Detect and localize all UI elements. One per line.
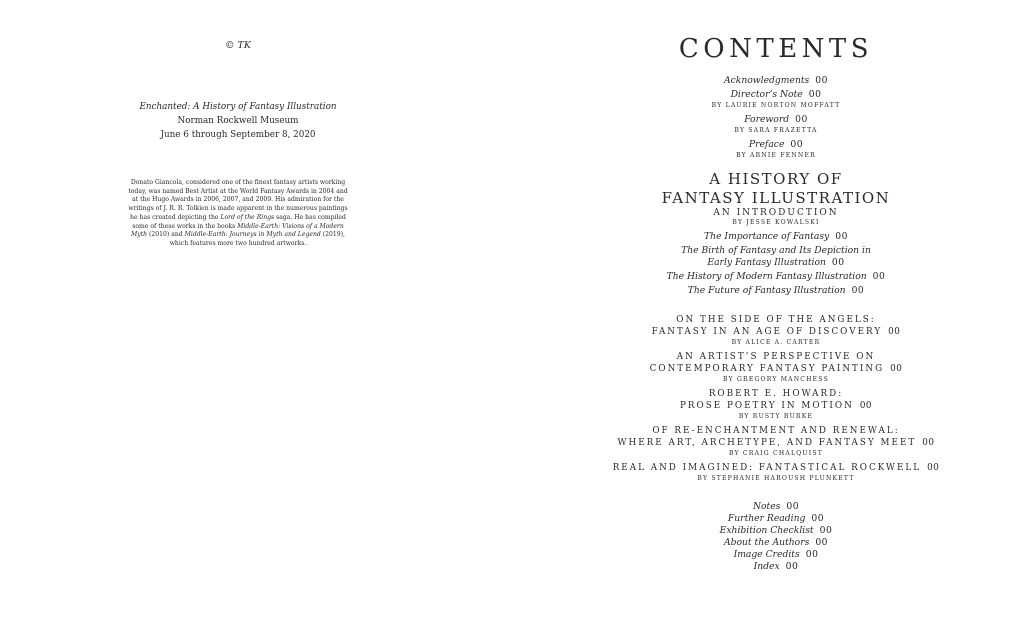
front-matter (512, 75, 1024, 161)
essay-byline: BY STEPHANIE HAROUSH PLUNKETT (697, 475, 855, 482)
entry-label: The Birth of Fantasy and Its Depiction in (681, 245, 871, 256)
entry-label: Further Reading (727, 513, 806, 524)
entry-byline: BY ARNIE FENNER (736, 152, 816, 159)
essay-title-line1: ON THE SIDE OF THE ANGELS: (676, 315, 876, 325)
essay-title-line2 (512, 437, 1024, 449)
contents-title: CONTENTS (678, 34, 874, 64)
toc-entry-birth-of-fantasy[interactable] (512, 245, 1024, 257)
toc-entry-about-authors[interactable] (512, 537, 1024, 549)
entry-label: Preface (748, 139, 785, 150)
history-title-line2: FANTASY ILLUSTRATION (661, 189, 891, 207)
entry-label: About the Authors (723, 537, 810, 548)
entry-page: 00 (927, 463, 940, 473)
toc-entry-acknowledgments[interactable] (512, 75, 1024, 87)
entry-byline: BY SARA FRAZETTA (734, 127, 818, 134)
entry-page: 00 (888, 327, 901, 337)
toc-entry-image-credits[interactable] (512, 549, 1024, 561)
entry-page: 00 (790, 139, 804, 150)
entry-label: Acknowledgments (724, 75, 810, 86)
essay-title-text: REAL AND IMAGINED: FANTASTICAL ROCKWELL (612, 463, 922, 473)
entry-label: Image Credits (733, 549, 800, 560)
toc-entry-early-illustration[interactable] (512, 257, 1024, 269)
history-title-line1: A HISTORY OF (709, 170, 843, 188)
back-matter (512, 501, 1024, 573)
essays-section (512, 314, 1024, 484)
artist-caption (128, 179, 348, 249)
essay-title-text: CONTEMPORARY FANTASY PAINTING (649, 364, 885, 374)
toc-entry-foreword[interactable] (512, 114, 1024, 126)
essay-byline: BY GREGORY MANCHESS (723, 376, 829, 383)
entry-label: The Future of Fantasy Illustration (687, 285, 846, 296)
caption-italic-1: Lord of the Rings (220, 213, 275, 221)
essay-title-line2 (512, 462, 1024, 474)
essay-byline: BY ALICE A. CARTER (731, 339, 821, 346)
essay-byline: BY RUSTY BURKE (738, 413, 814, 420)
entry-page: 00 (811, 513, 825, 524)
history-byline: BY JESSE KOWALSKI (732, 219, 820, 226)
toc-entry-directors-note[interactable] (512, 89, 1024, 101)
caption-text-3: (2010) and (147, 231, 185, 239)
entry-page: 00 (785, 561, 799, 572)
entry-page: 00 (922, 438, 935, 448)
toc-essay-re-enchantment[interactable] (512, 425, 1024, 459)
toc-entry-modern-history[interactable] (512, 271, 1024, 283)
entry-page: 00 (859, 401, 873, 411)
toc-entry-importance[interactable] (512, 231, 1024, 243)
entry-page: 00 (808, 89, 822, 100)
exhibition-info (0, 100, 476, 142)
history-section (512, 170, 1024, 297)
entry-label: Exhibition Checklist (719, 525, 814, 536)
caption-text-1: Donato Giancola, considered one of the finest fantasy artists working today, was named Best Artist at the World Fantasy Awards in 2004 and at the Hugo Awards in 2006, 2007, and 2009. His admiration for the writings of J. R. R. Tolkien is made apparent in the numerous paintings he has created depicting the (128, 179, 348, 221)
entry-page: 00 (890, 364, 903, 374)
toc-essay-angels[interactable] (512, 314, 1024, 348)
entry-label: Index (753, 561, 780, 572)
entry-page: 00 (819, 525, 833, 536)
toc-essay-rockwell[interactable] (512, 462, 1024, 484)
essay-title-line1: OF RE-ENCHANTMENT AND RENEWAL: (652, 426, 900, 436)
entry-label: Notes (752, 501, 781, 512)
toc-entry-further-reading[interactable] (512, 513, 1024, 525)
essay-title-text: PROSE POETRY IN MOTION (679, 401, 854, 411)
caption-text-2: saga. He has compiled some of these works in the books (132, 213, 346, 230)
caption-italic-3: Middle-Earth: Journeys in Myth and Legend (184, 231, 321, 239)
toc-essay-artists-perspective[interactable] (512, 351, 1024, 385)
toc-entry-preface[interactable] (512, 139, 1024, 151)
history-subtitle: AN INTRODUCTION (713, 208, 839, 218)
essay-title-line2 (512, 363, 1024, 375)
caption-italic-2: Middle-Earth: Visions of a Modern Myth (131, 222, 344, 239)
essay-title-line2 (512, 326, 1024, 338)
entry-label: The Importance of Fantasy (704, 231, 830, 242)
toc-entry-future[interactable] (512, 285, 1024, 297)
essay-title-line2 (512, 400, 1024, 412)
caption-text-4: (2019), which features more two hundred artworks. (169, 231, 345, 247)
entry-label: Director’s Note (730, 89, 803, 100)
entry-byline: BY LAURIE NORTON MOFFATT (711, 102, 841, 109)
toc-entry-index[interactable] (512, 561, 1024, 573)
essay-byline: BY CRAIG CHALQUIST (729, 450, 823, 457)
copyright-notice: © TK (225, 40, 251, 51)
entry-page: 00 (835, 231, 848, 242)
exhibition-title: Enchanted: A History of Fantasy Illustration (139, 102, 337, 112)
entry-page: 00 (795, 114, 808, 125)
entry-page: 00 (872, 271, 886, 282)
exhibition-dates: June 6 through September 8, 2020 (160, 130, 316, 140)
exhibition-venue: Norman Rockwell Museum (177, 116, 299, 126)
entry-page: 00 (851, 285, 865, 296)
toc-entry-notes[interactable] (512, 501, 1024, 513)
essay-title-text: WHERE ART, ARCHETYPE, AND FANTASY MEET (617, 438, 917, 448)
entry-label: Foreword (744, 114, 790, 125)
entry-label: The History of Modern Fantasy Illustration (666, 271, 867, 282)
essay-title-line1: AN ARTIST’S PERSPECTIVE ON (676, 352, 876, 362)
essay-title-text: FANTASY IN AN AGE OF DISCOVERY (651, 327, 883, 337)
entry-page: 00 (815, 537, 829, 548)
entry-page: 00 (786, 501, 800, 512)
essay-title-line1: ROBERT E. HOWARD: (708, 389, 844, 399)
entry-label: Early Fantasy Illustration (707, 257, 826, 268)
entry-page: 00 (805, 549, 819, 560)
entry-page: 00 (815, 75, 828, 86)
toc-entry-exhibition-checklist[interactable] (512, 525, 1024, 537)
right-page (512, 0, 1024, 626)
toc-essay-howard[interactable] (512, 388, 1024, 422)
entry-page: 00 (831, 257, 845, 268)
